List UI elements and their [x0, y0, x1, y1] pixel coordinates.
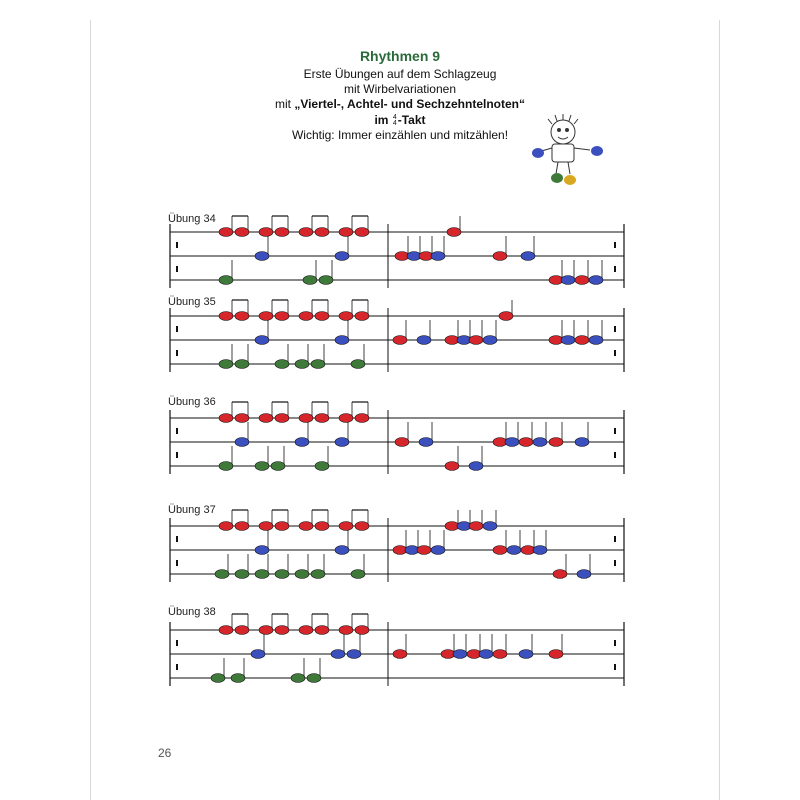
- staff-36-note-9: [295, 438, 309, 447]
- staff-37-note-14: [295, 570, 309, 579]
- time-denominator: 4: [392, 119, 397, 127]
- staff-34-note-12: [319, 276, 333, 285]
- staff-37-note-29: [553, 570, 567, 579]
- staff-34-note-18: [493, 252, 507, 261]
- staff-37-clef-b: [176, 560, 178, 566]
- staff-36-note-17: [445, 462, 459, 471]
- subtitle-line-1: Erste Übungen auf dem Schlagzeug: [303, 67, 497, 81]
- staff-34-note-9: [335, 252, 349, 261]
- staff-36-note-14: [315, 462, 329, 471]
- staff-36-note-21: [519, 438, 533, 447]
- staff-35-note-17: [417, 336, 431, 345]
- staff-37-note-30: [577, 570, 591, 579]
- staff-36-note-5: [315, 414, 329, 423]
- staff-34-note-6: [339, 228, 353, 237]
- staff-38-note-21: [519, 650, 533, 659]
- staff-35-note-5: [315, 312, 329, 321]
- staff-35-note-22: [499, 312, 513, 321]
- subtitle-line-5: Wichtig: Immer einzählen und mitzählen!: [291, 128, 509, 142]
- staff-36-note-10: [335, 438, 349, 447]
- staff-37-note-8: [255, 546, 269, 555]
- staff-35-note-20: [469, 336, 483, 345]
- staff-35-note-21: [483, 336, 497, 345]
- staff-35-note-11: [235, 360, 249, 369]
- staff-35-note-3: [275, 312, 289, 321]
- staff-38-note-2: [259, 626, 273, 635]
- staff-35-note-7: [355, 312, 369, 321]
- staff-38-note-0: [219, 626, 233, 635]
- staff-38-note-4: [299, 626, 313, 635]
- staff-37-note-20: [431, 546, 445, 555]
- staff-34-end-mark-b: [614, 266, 616, 272]
- staff-38-clef-b: [176, 664, 178, 670]
- staff-36-note-8: [235, 438, 249, 447]
- staff-34-end-mark-a: [614, 242, 616, 248]
- staff-35-note-0: [219, 312, 233, 321]
- staff-35-end-mark-b: [614, 350, 616, 356]
- staff-37-clef-a: [176, 536, 178, 542]
- staff-37-note-23: [469, 522, 483, 531]
- staff-37-note-10: [215, 570, 229, 579]
- staff-34-clef-a: [176, 242, 178, 248]
- staff-35-end-mark-a: [614, 326, 616, 332]
- staff-36-note-1: [235, 414, 249, 423]
- staff-38-note-17: [453, 650, 467, 659]
- exercise-label-37: Übung 37: [168, 504, 216, 516]
- exercise-label-38: Übung 38: [168, 606, 216, 618]
- staff-36-note-16: [419, 438, 433, 447]
- staff-38-note-20: [493, 650, 507, 659]
- staff-36-note-7: [355, 414, 369, 423]
- staff-34-note-0: [219, 228, 233, 237]
- staff-38-note-1: [235, 626, 249, 635]
- staff-34-note-7: [355, 228, 369, 237]
- staff-36-note-6: [339, 414, 353, 423]
- staff-37-note-12: [255, 570, 269, 579]
- staff-35-note-14: [311, 360, 325, 369]
- staff-35-note-2: [259, 312, 273, 321]
- staff-37-note-11: [235, 570, 249, 579]
- staff-36-note-4: [299, 414, 313, 423]
- staff-38-clef-a: [176, 640, 178, 646]
- staff-35-note-13: [295, 360, 309, 369]
- staff-38-note-9: [331, 650, 345, 659]
- staff-34-note-21: [561, 276, 575, 285]
- staff-34-note-23: [589, 276, 603, 285]
- staff-36-note-3: [275, 414, 289, 423]
- staff-35-note-6: [339, 312, 353, 321]
- staff-38-note-14: [307, 674, 321, 683]
- staff-34-note-1: [235, 228, 249, 237]
- staff-34-note-5: [315, 228, 329, 237]
- staff-36-note-24: [575, 438, 589, 447]
- staff-36-note-23: [549, 438, 563, 447]
- subtitle-line-3-prefix: mit: [274, 97, 291, 111]
- staff-36-clef-a: [176, 428, 178, 434]
- staff-34-note-17: [447, 228, 461, 237]
- staff-35-note-26: [589, 336, 603, 345]
- staff-35-note-1: [235, 312, 249, 321]
- staff-37-note-19: [417, 546, 431, 555]
- staff-35-note-24: [561, 336, 575, 345]
- staff-37-note-26: [507, 546, 521, 555]
- staff-37-note-5: [315, 522, 329, 531]
- staff-37-note-9: [335, 546, 349, 555]
- page-number: 26: [158, 746, 172, 760]
- staff-35-clef-a: [176, 326, 178, 332]
- exercise-label-34: Übung 34: [168, 213, 216, 225]
- staff-37-note-1: [235, 522, 249, 531]
- staff-37-note-6: [339, 522, 353, 531]
- exercise-label-36: Übung 36: [168, 396, 216, 408]
- staff-38-note-3: [275, 626, 289, 635]
- staff-34-note-8: [255, 252, 269, 261]
- staff-37-note-0: [219, 522, 233, 531]
- staff-36-end-mark-b: [614, 452, 616, 458]
- staff-38-note-5: [315, 626, 329, 635]
- staff-35-clef-b: [176, 350, 178, 356]
- staff-35-note-25: [575, 336, 589, 345]
- staff-35-note-12: [275, 360, 289, 369]
- staff-37-note-15: [311, 570, 325, 579]
- staff-37-note-7: [355, 522, 369, 531]
- staff-36-note-11: [219, 462, 233, 471]
- staff-34-note-2: [259, 228, 273, 237]
- subtitle-line-2: mit Wirbelvariationen: [343, 82, 457, 96]
- staff-34-note-16: [431, 252, 445, 261]
- staff-37-end-mark-a: [614, 536, 616, 542]
- staff-37-note-2: [259, 522, 273, 531]
- staff-36-clef-b: [176, 452, 178, 458]
- staff-36-note-2: [259, 414, 273, 423]
- subtitle-line-4-suffix: -Takt: [397, 113, 426, 127]
- staff-37-note-24: [483, 522, 497, 531]
- staff-34-note-10: [219, 276, 233, 285]
- staff-38-note-22: [549, 650, 563, 659]
- staff-37-note-13: [275, 570, 289, 579]
- staff-37-end-mark-b: [614, 560, 616, 566]
- staff-37-note-3: [275, 522, 289, 531]
- subtitle-line-3-bold: „Viertel-, Achtel- und Sechzehntelnoten“: [294, 97, 526, 111]
- staff-38-note-13: [291, 674, 305, 683]
- staff-38-note-15: [393, 650, 407, 659]
- staff-38-note-11: [211, 674, 225, 683]
- staff-37-note-4: [299, 522, 313, 531]
- time-numerator: 4: [392, 113, 397, 121]
- staff-34-note-11: [303, 276, 317, 285]
- staff-34-note-19: [521, 252, 535, 261]
- staff-38-end-mark-b: [614, 664, 616, 670]
- staff-36-note-12: [255, 462, 269, 471]
- staff-38-note-12: [231, 674, 245, 683]
- staff-35-note-16: [393, 336, 407, 345]
- staff-38-note-8: [251, 650, 265, 659]
- exercise-label-35: Übung 35: [168, 296, 216, 308]
- staff-35-note-9: [335, 336, 349, 345]
- staff-38-note-6: [339, 626, 353, 635]
- page-title: Rhythmen 9: [359, 48, 441, 64]
- staff-35-note-4: [299, 312, 313, 321]
- staff-34-note-3: [275, 228, 289, 237]
- staff-36-note-20: [505, 438, 519, 447]
- staff-36-note-18: [469, 462, 483, 471]
- staff-35-note-10: [219, 360, 233, 369]
- staff-37-note-28: [533, 546, 547, 555]
- staff-35-note-8: [255, 336, 269, 345]
- staff-36-note-22: [533, 438, 547, 447]
- staff-37-note-25: [493, 546, 507, 555]
- staff-35-note-15: [351, 360, 365, 369]
- staff-36-note-15: [395, 438, 409, 447]
- staff-34-clef-b: [176, 266, 178, 272]
- staff-34-note-4: [299, 228, 313, 237]
- staff-34-note-22: [575, 276, 589, 285]
- staff-37-note-16: [351, 570, 365, 579]
- staff-38-end-mark-a: [614, 640, 616, 646]
- staff-36-note-13: [271, 462, 285, 471]
- staff-36-note-0: [219, 414, 233, 423]
- staff-38-note-19: [479, 650, 493, 659]
- staff-38-note-7: [355, 626, 369, 635]
- subtitle-line-4-prefix: im: [374, 113, 389, 127]
- staff-36-end-mark-a: [614, 428, 616, 434]
- staff-38-note-10: [347, 650, 361, 659]
